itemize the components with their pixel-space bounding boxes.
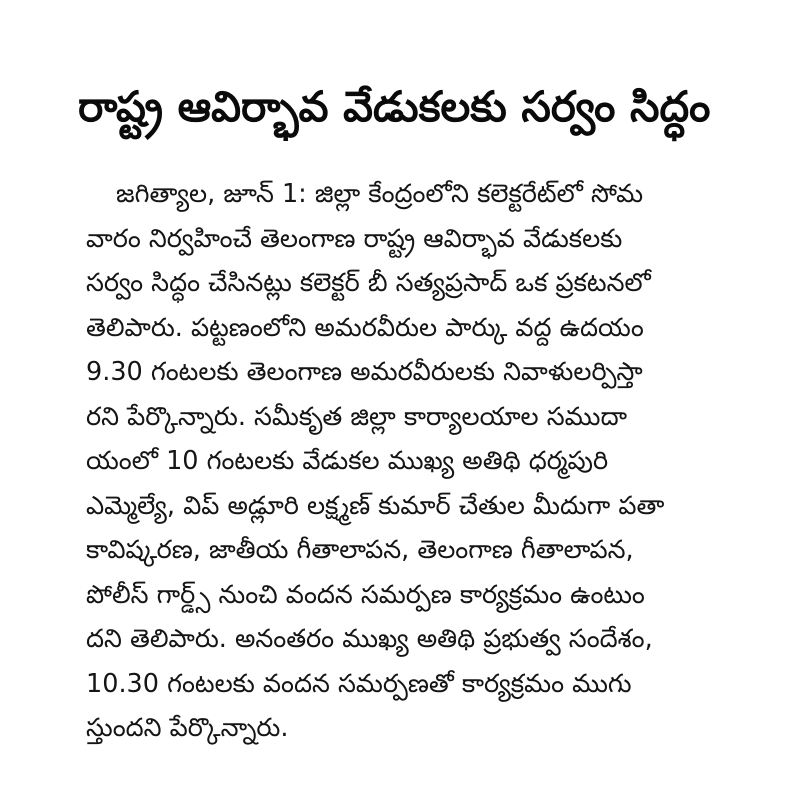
article-line: 9.30 గంటలకు తెలంగాణ అమరవీరులకు నివాళులర్పిస్తా — [86, 357, 643, 387]
article-line: యంలో 10 గంటలకు వేడుకల ముఖ్య అతిథి ధర్మపురి — [86, 446, 609, 476]
article-line: ఎమ్మెల్యే, విప్ అడ్లూరి లక్ష్మణ్ కుమార్ చేతుల మీదుగా పతా — [86, 490, 665, 521]
article-line: 10.30 గంటలకు వందన సమర్పణతో కార్యక్రమం ముగు — [86, 668, 632, 699]
article-headline: రాష్ట్ర ఆవిర్భావ వేడుకలకు సర్వం సిద్ధం — [78, 82, 711, 131]
article-line: పోలీస్ గార్డ్స్ నుంచి వందన సమర్పణ కార్యక్రమం ఉంటుం — [86, 579, 645, 610]
article-line: రని పేర్కొన్నారు. సమీకృత జిల్లా కార్యాలయాల సముదా — [86, 401, 627, 432]
article-line: దని తెలిపారు. అనంతరం ముఖ్య అతిథి ప్రభుత్వ సందేశం, — [86, 624, 653, 654]
article-line: కావిష్కరణ, జాతీయ గీతాలాపన, తెలంగాణ గీతాలాపన, — [86, 535, 634, 565]
article-line: స్తుందని పేర్కొన్నారు. — [86, 713, 289, 743]
article-line: వారం నిర్వహించే తెలంగాణ రాష్ట్ర ఆవిర్భావ వేడుకలకు — [86, 223, 623, 254]
article-line: తెలిపారు. పట్టణంలోని అమరవీరుల పార్కు వద్ద ఉదయం — [86, 312, 644, 343]
article-line: జగిత్యాల, జూన్ 1: జిల్లా కేంద్రంలోని కలెక్టరేట్‌లో సోమ — [116, 179, 644, 209]
article-body — [86, 172, 776, 751]
article-line: సర్వం సిద్ధం చేసినట్లు కలెక్టర్ బీ సత్యప్రసాద్ ఒక ప్రకటనలో — [86, 268, 651, 298]
